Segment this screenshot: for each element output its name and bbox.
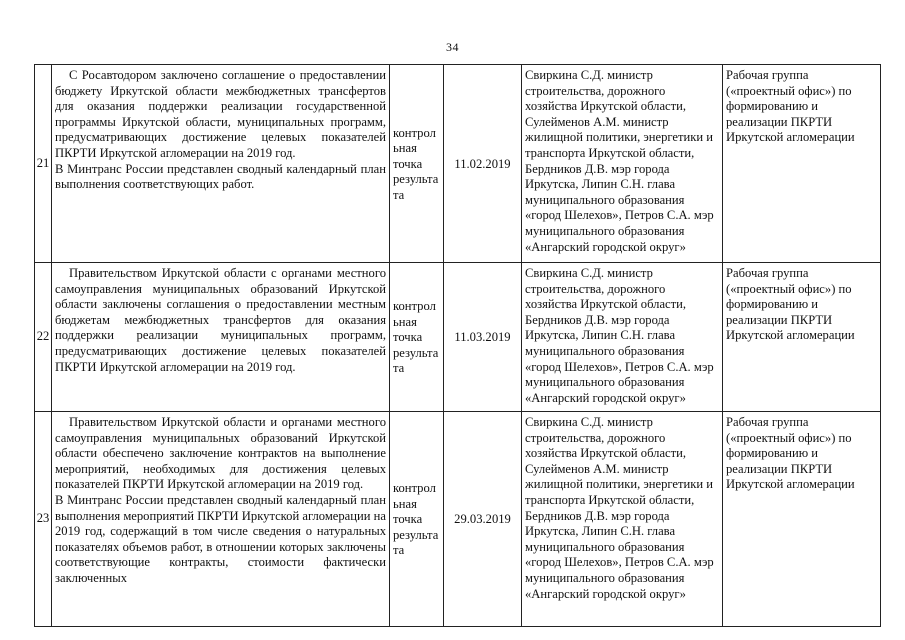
event-date: 11.02.2019: [444, 65, 522, 263]
description-paragraph: Правительством Иркутской области с органами местного самоуправления муниципальных образований Иркутской области заключены соглашения о предоставлении местным бюджетам межбюджетных трансфертов для оказания поддержки реализации муниципальных программ, предусматривающих достижение целевых показателей ПКРТИ Иркутской агломерации на 2019 год.: [55, 266, 386, 374]
working-group: Рабочая группа («проектный офис») по формированию и реализации ПКРТИ Иркутской агломерации: [723, 263, 881, 412]
table-row: [35, 65, 881, 263]
working-group: Рабочая группа («проектный офис») по формированию и реализации ПКРТИ Иркутской агломерации: [723, 65, 881, 263]
working-group: Рабочая группа («проектный офис») по формированию и реализации ПКРТИ Иркутской агломерации: [723, 412, 881, 627]
description-paragraph: В Минтранс России представлен сводный календарный план выполнения мероприятий ПКРТИ Иркутской агломерации на 2019 год, содержащий в том числе сведения о натуральных показателях объемов работ, в отношении которых заключены соответствующие контракты, стоимости фактически заключенных: [55, 492, 386, 585]
row-number: 23: [35, 412, 52, 627]
description-paragraph: В Минтранс России представлен сводный календарный план выполнения соответствующих работ.: [55, 161, 386, 192]
event-type: контрол ьная точка результа та: [390, 65, 444, 263]
description-paragraph: С Росавтодором заключено соглашение о предоставлении бюджету Иркутской области межбюджетных трансфертов для оказания поддержки реализации государственной программы Иркутской области, муниципальных программ, предусматривающих достижение целевых показателей ПКРТИ Иркутской агломерации на 2019 год.: [55, 68, 386, 160]
table-row: [35, 263, 881, 412]
row-number: 22: [35, 263, 52, 412]
plan-table: [34, 64, 881, 627]
event-description: [52, 263, 390, 412]
event-date: 29.03.2019: [444, 412, 522, 627]
event-description: [52, 65, 390, 263]
responsible-persons: Свиркина С.Д. министр строительства, дорожного хозяйства Иркутской области, Сулейменов А.М. министр жилищной политики, энергетики и транспорта Иркутской области, Бердников Д.В. мэр города Иркутска, Липин С.Н. глава муниципального образования «город Шелехов», Петров С.А. мэр муниципального образования «Ангарский городской округ»: [522, 65, 723, 263]
responsible-persons: Свиркина С.Д. министр строительства, дорожного хозяйства Иркутской области, Сулейменов А.М. министр жилищной политики, энергетики и транспорта Иркутской области, Бердников Д.В. мэр города Иркутска, Липин С.Н. глава муниципального образования «город Шелехов», Петров С.А. мэр муниципального образования «Ангарский городской округ»: [522, 412, 723, 627]
table-row: [35, 412, 881, 627]
event-type: контрол ьная точка результа та: [390, 263, 444, 412]
responsible-persons: Свиркина С.Д. министр строительства, дорожного хозяйства Иркутской области, Бердников Д.В. мэр города Иркутска, Липин С.Н. глава муниципального образования «город Шелехов», Петров С.А. мэр муниципального образования «Ангарский городской округ»: [522, 263, 723, 412]
page-number: 34: [446, 40, 459, 54]
event-description: [52, 412, 390, 627]
event-type: контрол ьная точка результа та: [390, 412, 444, 627]
description-paragraph: Правительством Иркутской области и органами местного самоуправления муниципальных образований Иркутской области обеспечено заключение контрактов на выполнение мероприятий, необходимых для достижения целевых показателей ПКРТИ Иркутской агломерации на 2019 год.: [55, 415, 386, 492]
row-number: 21: [35, 65, 52, 263]
event-date: 11.03.2019: [444, 263, 522, 412]
